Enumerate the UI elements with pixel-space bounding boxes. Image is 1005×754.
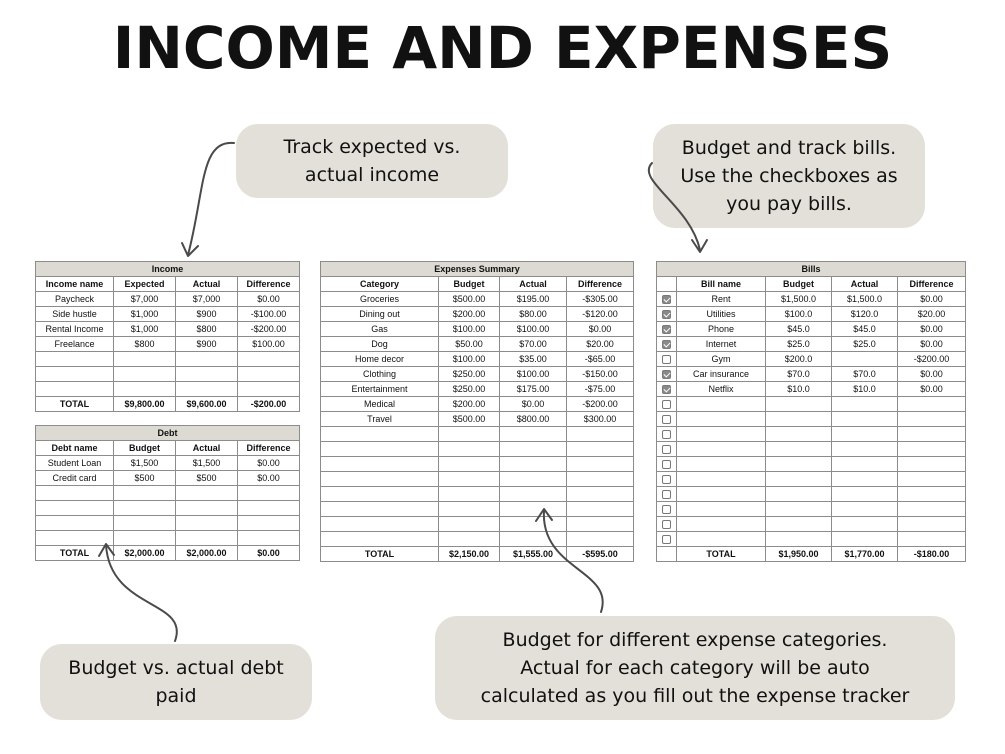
callout-debt-line-2: paid [155,685,197,707]
table-cell[interactable]: $20.00 [898,307,966,322]
expenses-header-cell: Difference [567,277,634,292]
table-cell[interactable]: $1,500 [114,456,176,471]
callout-expenses-line-1: Budget for different expense categories. [502,629,888,651]
table-cell[interactable]: $300.00 [567,412,634,427]
total-cell: TOTAL [36,546,114,561]
total-cell: -$180.00 [898,547,966,562]
debt-header-cell: Debt name [36,441,114,456]
total-cell: -$595.00 [567,547,634,562]
bills-header-cell: Budget [766,277,832,292]
table-cell[interactable]: Medical [321,397,439,412]
total-cell: $2,000.00 [176,546,238,561]
table-cell[interactable]: $70.0 [832,367,898,382]
expenses-header-cell: Budget [439,277,500,292]
table-cell[interactable]: Clothing [321,367,439,382]
total-cell: $2,150.00 [439,547,500,562]
bills-header-cell: Bill name [677,277,766,292]
expenses-table-caption: Expenses Summary [321,262,634,277]
table-cell[interactable]: $7,000 [114,292,176,307]
table-cell[interactable]: -$100.00 [238,307,300,322]
total-cell: $2,000.00 [114,546,176,561]
total-cell: TOTAL [677,547,766,562]
page-title: INCOME AND EXPENSES [112,14,893,82]
table-cell[interactable]: $1,500.0 [832,292,898,307]
table-cell[interactable]: $195.00 [500,292,567,307]
income-table-caption: Income [36,262,300,277]
table-cell[interactable]: $500.00 [439,292,500,307]
table-cell[interactable]: -$305.00 [567,292,634,307]
table-cell[interactable]: $7,000 [176,292,238,307]
table-cell[interactable]: -$65.00 [567,352,634,367]
curved-arrow-icon [649,163,700,250]
table-cell[interactable]: $500 [176,471,238,486]
callout-income-line-2: actual income [304,164,440,186]
table-cell[interactable]: Freelance [36,337,114,352]
table-cell[interactable]: Rent [677,292,766,307]
total-cell: $1,770.00 [832,547,898,562]
table-cell[interactable]: $100.00 [439,322,500,337]
total-cell: $0.00 [238,546,300,561]
table-cell[interactable]: $200.00 [439,397,500,412]
table-cell[interactable]: -$120.00 [567,307,634,322]
total-cell: $1,950.00 [766,547,832,562]
callout-bills-line-1: Budget and track bills. [681,137,897,159]
table-cell[interactable]: Dining out [321,307,439,322]
total-cell: $9,800.00 [114,397,176,412]
table-cell[interactable]: $800 [114,337,176,352]
table-cell[interactable]: $45.0 [766,322,832,337]
table-cell[interactable]: $70.00 [500,337,567,352]
table-cell[interactable]: $1,000 [114,307,176,322]
table-cell[interactable]: -$150.00 [567,367,634,382]
table-cell[interactable]: $1,500 [176,456,238,471]
total-cell: TOTAL [321,547,439,562]
table-cell[interactable]: $100.0 [766,307,832,322]
table-cell[interactable]: Phone [677,322,766,337]
table-cell[interactable]: $250.00 [439,382,500,397]
callout-bills-line-2: Use the checkboxes as [680,165,898,187]
table-cell[interactable]: $200.0 [766,352,832,367]
table-cell[interactable]: -$75.00 [567,382,634,397]
table-cell[interactable]: $10.0 [766,382,832,397]
table-cell[interactable]: $50.00 [439,337,500,352]
callout-expenses-line-2: Actual for each category will be auto [520,657,870,679]
curved-arrow-icon [544,510,603,612]
table-cell[interactable]: -$200.00 [567,397,634,412]
callout-bills-line-3: you pay bills. [726,193,852,215]
table-cell[interactable]: $80.00 [500,307,567,322]
table-cell[interactable]: $25.0 [766,337,832,352]
callout-income-line-1: Track expected vs. [283,136,461,158]
callout-expenses-line-3: calculated as you fill out the expense tracker [480,685,910,707]
curved-arrow-icon [106,545,177,641]
total-cell: $9,600.00 [176,397,238,412]
table-cell[interactable]: Travel [321,412,439,427]
income-header-cell: Actual [176,277,238,292]
curved-arrow-icon [188,143,234,255]
table-cell[interactable]: Side hustle [36,307,114,322]
table-cell[interactable]: $0.00 [238,456,300,471]
table-cell[interactable]: Car insurance [677,367,766,382]
total-cell: TOTAL [36,397,114,412]
table-cell[interactable]: $0.00 [238,292,300,307]
table-cell[interactable]: Home decor [321,352,439,367]
table-cell[interactable]: $0.00 [500,397,567,412]
table-cell[interactable]: Entertainment [321,382,439,397]
expenses-header-cell: Category [321,277,439,292]
table-cell[interactable]: $0.00 [238,471,300,486]
table-cell[interactable]: $100.00 [500,367,567,382]
bills-table-caption: Bills [657,262,966,277]
table-cell[interactable]: -$200.00 [898,352,966,367]
table-cell[interactable]: $175.00 [500,382,567,397]
debt-table-caption: Debt [36,426,300,441]
table-cell[interactable]: $0.00 [898,322,966,337]
table-cell[interactable]: $100.00 [238,337,300,352]
table-cell[interactable]: Rental Income [36,322,114,337]
table-cell[interactable]: $200.00 [439,307,500,322]
table-cell[interactable]: Groceries [321,292,439,307]
table-cell[interactable]: $800 [176,322,238,337]
bills-header-cell: Actual [832,277,898,292]
table-cell[interactable]: $100.00 [439,352,500,367]
table-cell[interactable]: Gym [677,352,766,367]
table-cell[interactable]: Paycheck [36,292,114,307]
debt-header-cell: Difference [238,441,300,456]
expenses-header-cell: Actual [500,277,567,292]
table-cell[interactable]: $35.00 [500,352,567,367]
table-cell[interactable]: $1,500.0 [766,292,832,307]
table-cell[interactable]: $120.0 [832,307,898,322]
callout-debt-line-1: Budget vs. actual debt [68,657,284,679]
table-cell[interactable]: $0.00 [567,322,634,337]
debt-header-cell: Budget [114,441,176,456]
table-cell[interactable]: $800.00 [500,412,567,427]
table-cell[interactable]: $0.00 [898,337,966,352]
table-cell[interactable]: $900 [176,337,238,352]
table-cell[interactable]: $45.0 [832,322,898,337]
table-cell[interactable]: Gas [321,322,439,337]
income-header-cell: Expected [114,277,176,292]
table-cell[interactable]: Netflix [677,382,766,397]
bills-header-cell: Difference [898,277,966,292]
table-cell[interactable]: $70.0 [766,367,832,382]
table-cell[interactable]: Internet [677,337,766,352]
income-header-cell: Difference [238,277,300,292]
income-header-cell: Income name [36,277,114,292]
table-cell[interactable]: $25.0 [832,337,898,352]
table-cell[interactable]: Student Loan [36,456,114,471]
table-cell[interactable]: $10.0 [832,382,898,397]
table-cell[interactable]: $250.00 [439,367,500,382]
table-cell[interactable]: $0.00 [898,382,966,397]
total-cell: -$200.00 [238,397,300,412]
table-cell[interactable]: $500.00 [439,412,500,427]
table-cell[interactable]: Utilities [677,307,766,322]
table-cell[interactable]: $0.00 [898,292,966,307]
table-cell[interactable]: $900 [176,307,238,322]
debt-header-cell: Actual [176,441,238,456]
total-cell: $1,555.00 [500,547,567,562]
table-cell[interactable]: -$200.00 [238,322,300,337]
table-cell[interactable]: Credit card [36,471,114,486]
table-cell[interactable]: $0.00 [898,367,966,382]
table-cell[interactable]: $500 [114,471,176,486]
table-cell[interactable]: $1,000 [114,322,176,337]
table-cell[interactable]: $20.00 [567,337,634,352]
table-cell[interactable]: $100.00 [500,322,567,337]
table-cell[interactable]: Dog [321,337,439,352]
